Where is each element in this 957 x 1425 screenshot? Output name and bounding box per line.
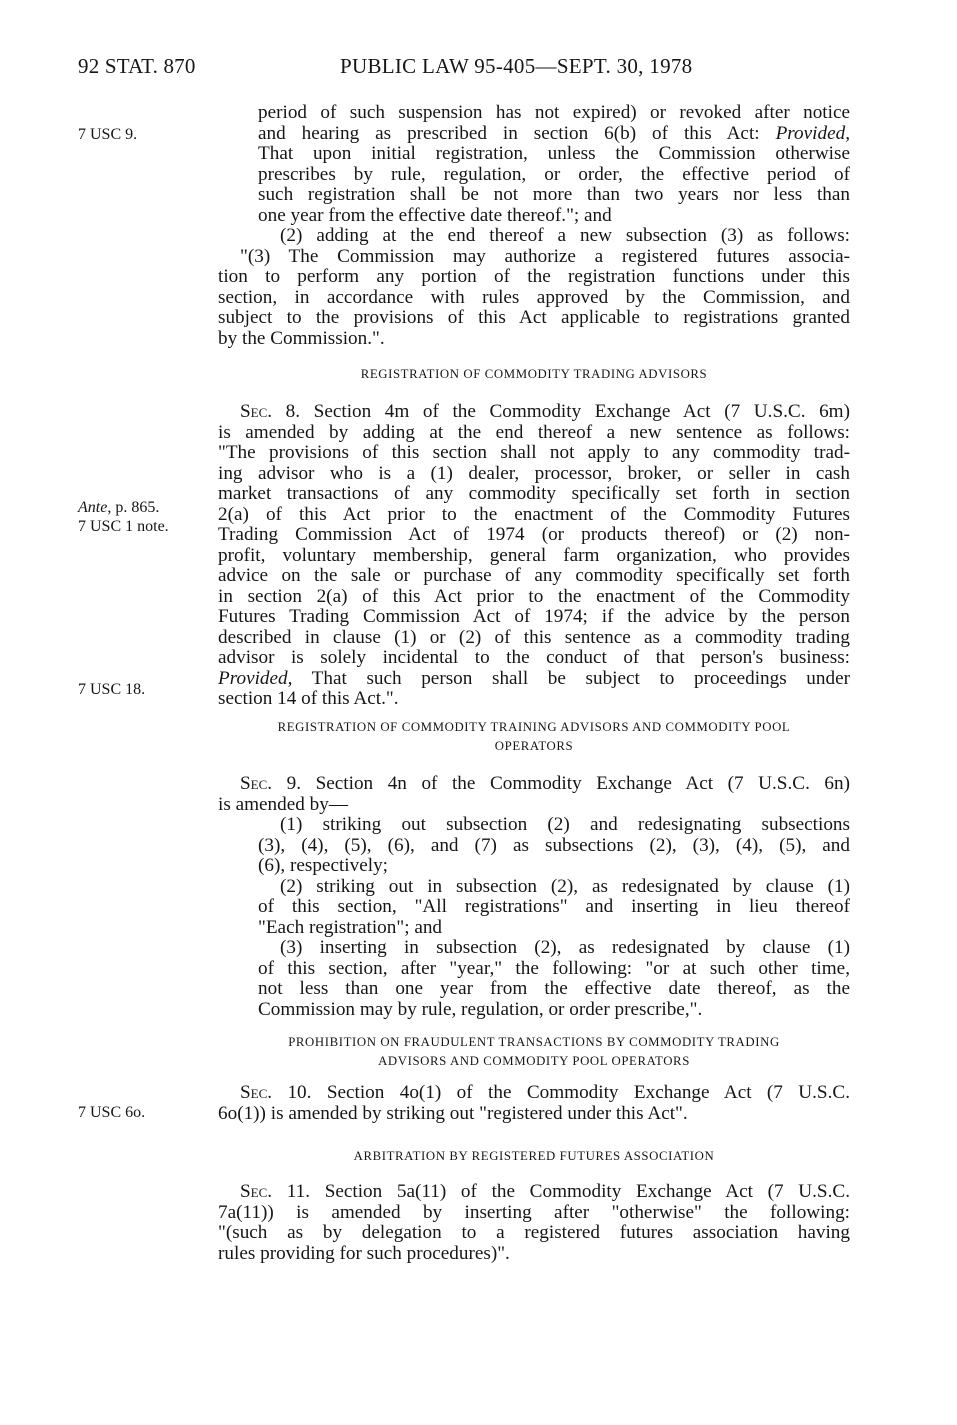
sec-label: Sec. [240, 1082, 273, 1103]
section-heading-registration-pool-operators [218, 718, 850, 756]
sec-label: Sec. [240, 1181, 273, 1202]
text-line: "(such as by delegation to a registered futures association having [218, 1222, 850, 1243]
text-line: by the Commission.". [218, 327, 385, 349]
text-line: 7a(11)) is amended by inserting after "otherwise" the following: [218, 1201, 850, 1223]
text-line: Trading Commission Act of 1974 (or products thereof) or (2) non- [218, 524, 850, 545]
text-line [218, 1182, 850, 1203]
margin-note-7-usc-1-note: 7 USC 1 note. [78, 518, 169, 535]
text-line: subject to the provisions of this Act applicable to registrations granted [218, 307, 850, 328]
text-line: (2) striking out in subsection (2), as redesignated by clause (1) [280, 875, 850, 897]
text-line: (3) inserting in subsection (2), as redesignated by clause (1) [280, 937, 850, 958]
section-8 [218, 402, 850, 710]
margin-note-ante-italic: Ante [78, 499, 108, 516]
heading-line: REGISTRATION OF COMMODITY TRAINING ADVISORS AND COMMODITY POOL [277, 720, 791, 734]
text-line: section, in accordance with rules approved by the Commission, and [218, 286, 850, 308]
text-line [218, 669, 850, 690]
text-run: 11. Section 5a(11) of the Commodity Exchange Act (7 U.S.C. [272, 1181, 850, 1202]
text-line: of this section, after "year," the following: "or at such other time, [258, 957, 850, 979]
text-line: such registration shall be not more than two years nor less than [258, 184, 850, 205]
text-line: in section 2(a) of this Act prior to the enactment of the Commodity [218, 585, 850, 607]
text-line: not less than one year from the effective date thereof, as the [258, 978, 850, 999]
margin-note-7-usc-6o: 7 USC 6o. [78, 1104, 146, 1121]
heading-line: OPERATORS [494, 739, 574, 753]
text-run: 8. Section 4m of the Commodity Exchange Act (7 U.S.C. 6m) [272, 401, 850, 422]
text-line: ing advisor who is a (1) dealer, processor, broker, or seller in cash [218, 462, 850, 484]
text-line: (6), respectively; [258, 855, 388, 876]
margin-note-7-usc-18: 7 USC 18. [78, 681, 146, 698]
text-line: advisor is solely incidental to the conduct of that person's business: [218, 647, 850, 668]
statute-reference: 92 STAT. 870 [78, 54, 196, 78]
text-line: rules providing for such procedures)". [218, 1242, 510, 1264]
text-line: tion to perform any portion of the registration functions under this [218, 266, 850, 287]
section-heading-registration-trading-advisors: REGISTRATION OF COMMODITY TRADING ADVISORS [360, 367, 708, 381]
provided-italic: Provided, [218, 667, 293, 689]
text-run: 10. Section 4o(1) of the Commodity Exchange Act (7 U.S.C. [272, 1082, 850, 1103]
section-heading-prohibition-fraudulent [218, 1033, 850, 1071]
text-run: That such person shall be subject to proceedings under [292, 667, 850, 689]
text-line: prescribes by rule, regulation, or order, the effective period of [258, 163, 850, 185]
text-line: is amended by adding at the end thereof a new sentence as follows: [218, 421, 850, 443]
text-line: (1) striking out subsection (2) and redesignating subsections [280, 814, 850, 835]
text-line: period of such suspension has not expired) or revoked after notice [258, 102, 850, 123]
text-line: 6o(1)) is amended by striking out "registered under this Act". [218, 1102, 688, 1124]
text-line [218, 402, 850, 423]
sec-label: Sec. [240, 401, 273, 422]
text-line: advice on the sale or purchase of any commodity specifically set forth [218, 565, 850, 586]
text-line: section 14 of this Act.". [218, 688, 399, 709]
margin-note-ante-page: , p. 865. [107, 499, 160, 516]
text-run: 9. Section 4n of the Commodity Exchange Act (7 U.S.C. 6n) [272, 773, 850, 794]
text-line: That upon initial registration, unless the Commission otherwise [258, 143, 850, 164]
text-line [218, 774, 850, 795]
text-line: 2(a) of this Act prior to the enactment of the Commodity Futures [218, 503, 850, 525]
text-line: Futures Trading Commission Act of 1974; if the advice by the person [218, 606, 850, 627]
text-line: (2) adding at the end thereof a new subsection (3) as follows: [280, 225, 850, 246]
text-line: one year from the effective date thereof."; and [258, 204, 612, 226]
text-line: "(3) The Commission may authorize a registered futures associa- [240, 245, 850, 267]
section-9 [218, 774, 850, 1020]
text-line: of this section, "All registrations" and inserting in lieu thereof [258, 896, 850, 917]
sec-label: Sec. [240, 773, 273, 794]
heading-line: ADVISORS AND COMMODITY POOL OPERATORS [378, 1054, 690, 1068]
section-10 [218, 1083, 850, 1124]
text-line: Commission may by rule, regulation, or order prescribe,". [258, 998, 703, 1020]
heading-line: PROHIBITION ON FRAUDULENT TRANSACTIONS BY COMMODITY TRADING [288, 1035, 780, 1049]
text-line: "The provisions of this section shall not apply to any commodity trad- [218, 442, 850, 463]
text-line [218, 1083, 850, 1104]
provided-italic: Provided, [775, 122, 850, 144]
text-line: is amended by— [218, 793, 349, 815]
text-line: described in clause (1) or (2) of this sentence as a commodity trading [218, 626, 850, 648]
text-line: (3), (4), (5), (6), and (7) as subsections (2), (3), (4), (5), and [258, 834, 850, 856]
text-line: "Each registration"; and [258, 916, 443, 938]
continued-amendment-text [218, 103, 850, 349]
page-title: PUBLIC LAW 95-405—SEPT. 30, 1978 [340, 54, 693, 78]
text-line: market transactions of any commodity specifically set forth in section [218, 483, 850, 504]
text-run: and hearing as prescribed in section 6(b) of this Act: [258, 122, 760, 144]
text-line: profit, voluntary membership, general farm organization, who provides [218, 544, 850, 566]
margin-note-ante [78, 498, 159, 517]
text-line [218, 124, 850, 145]
section-heading-arbitration: ARBITRATION BY REGISTERED FUTURES ASSOCIATION [353, 1149, 715, 1163]
section-11 [218, 1182, 850, 1264]
margin-note-7-usc-9: 7 USC 9. [78, 126, 138, 143]
